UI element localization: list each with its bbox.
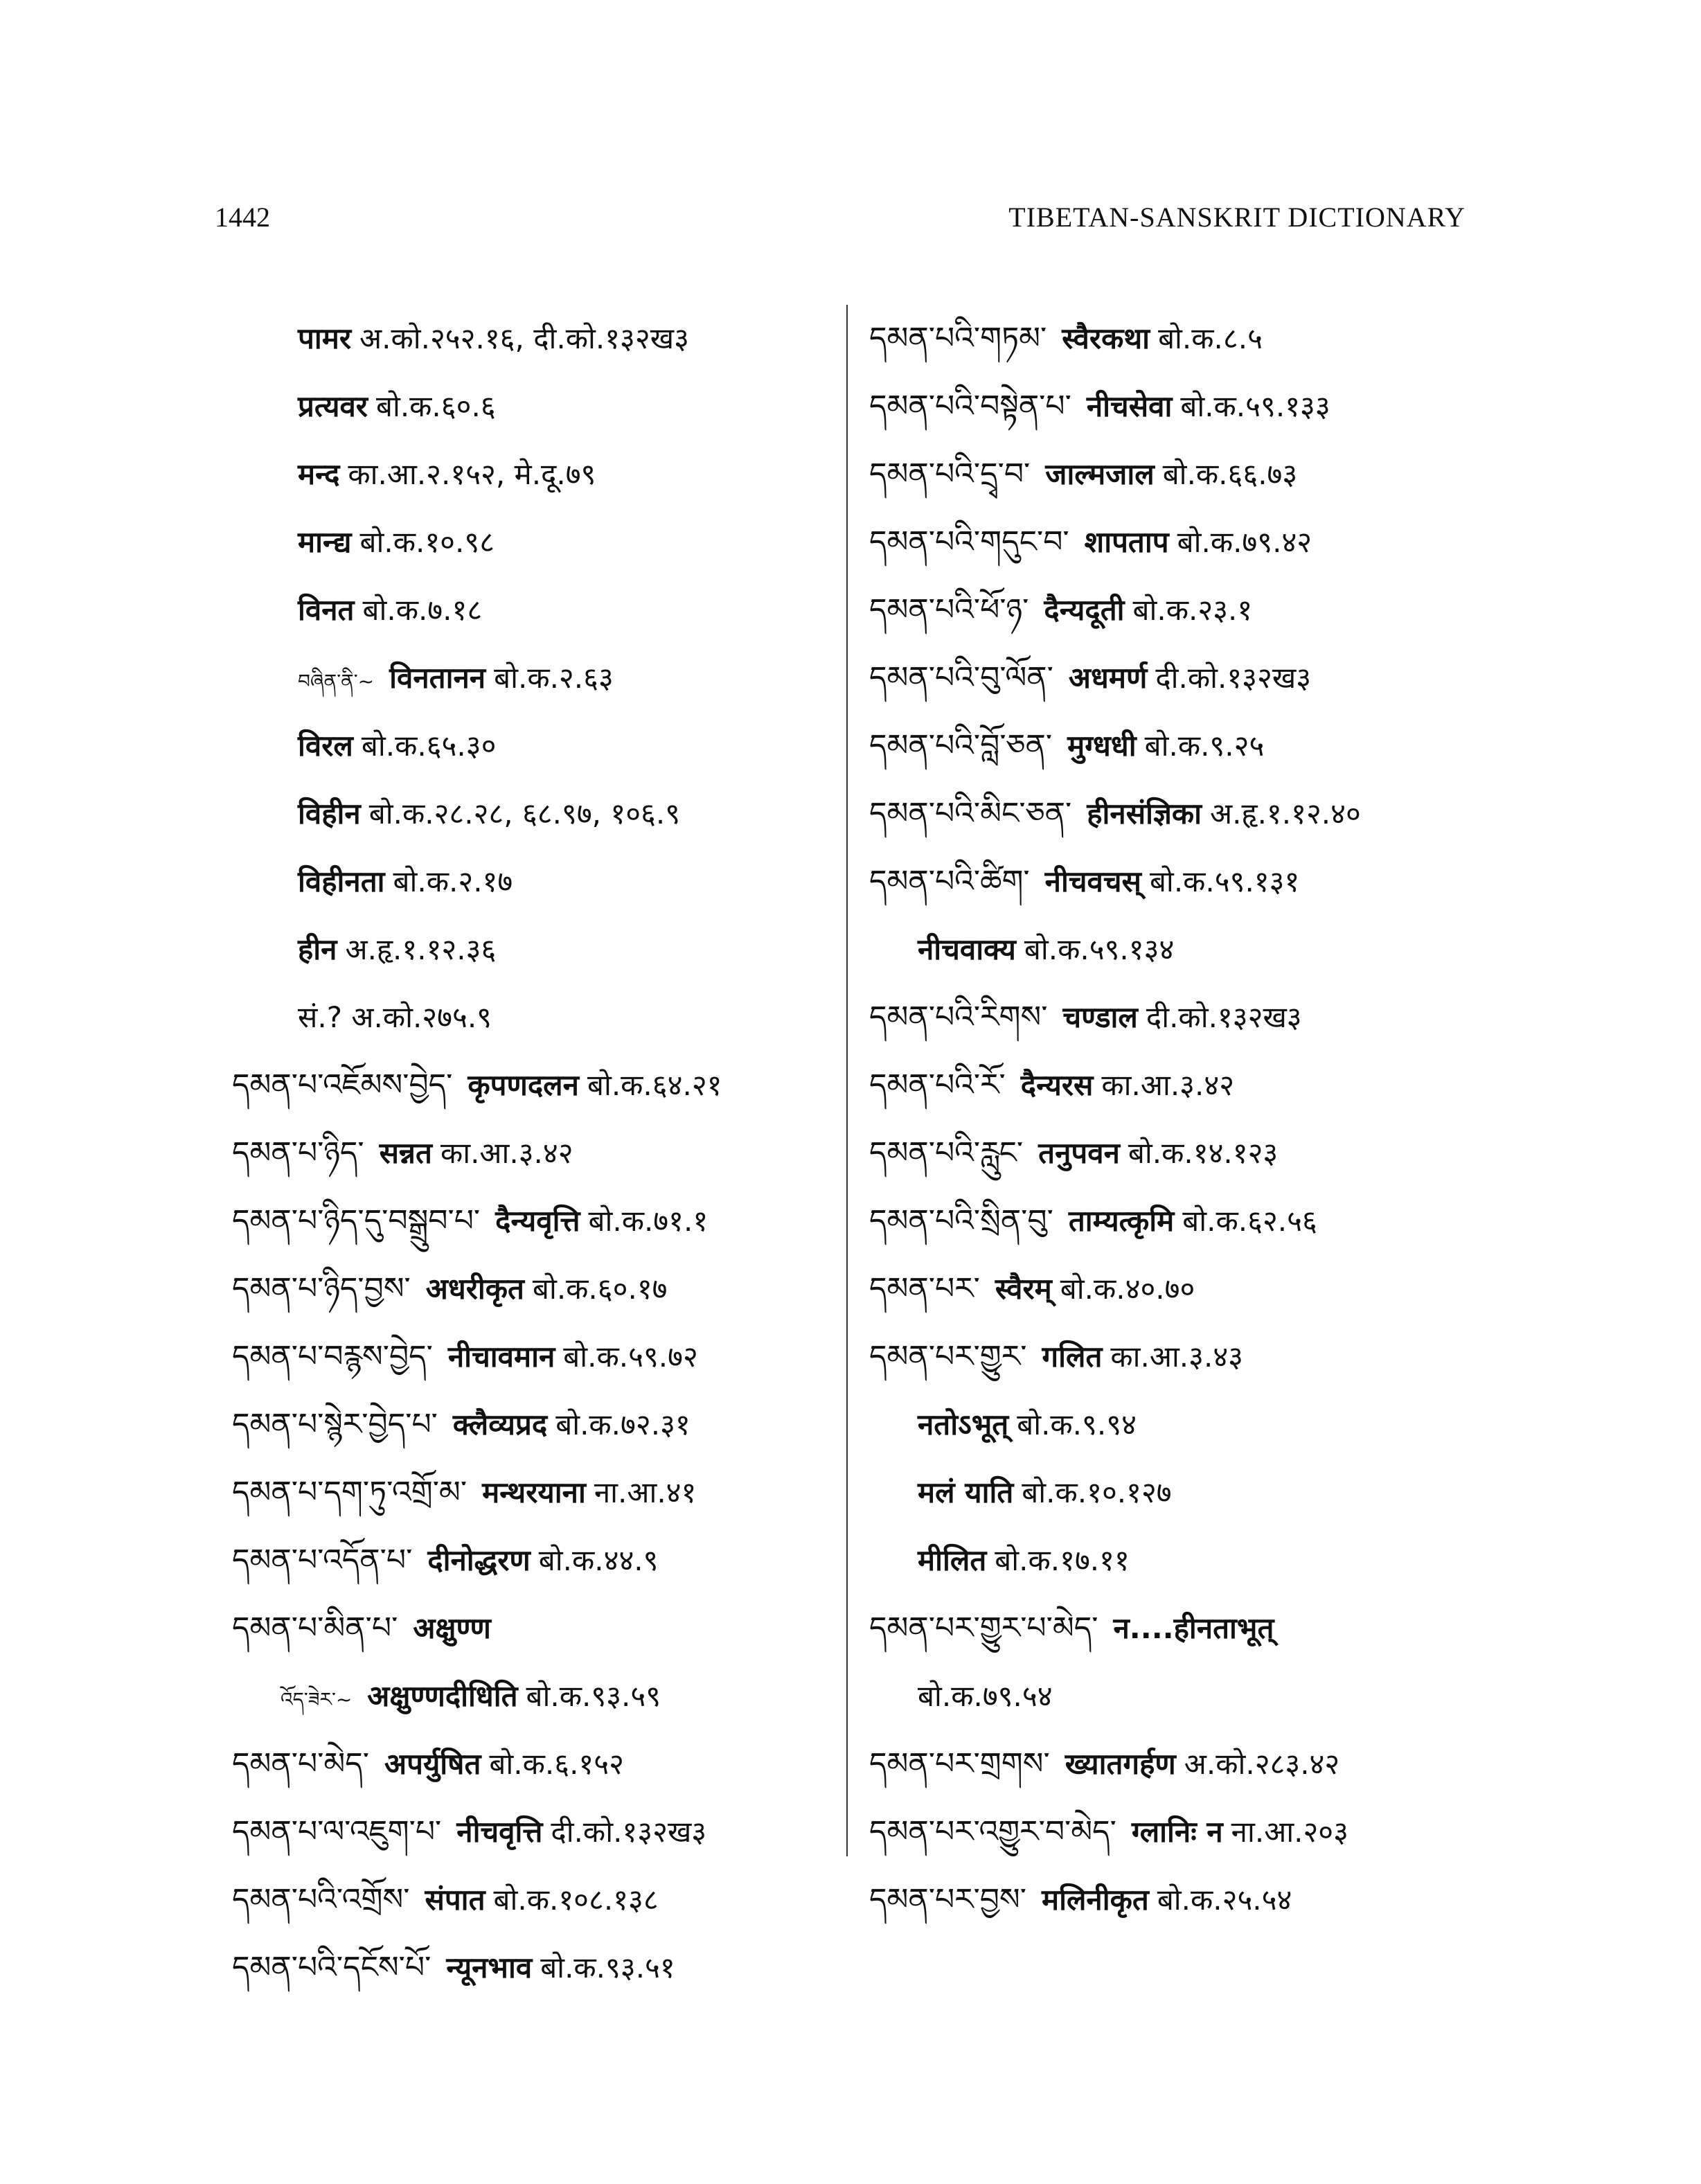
source-reference: का.आ.३.४२: [1101, 1068, 1235, 1102]
tibetan-headword: དམན་པ་འདོན་པ་: [232, 1543, 413, 1578]
source-reference: बो.क.६.१५२: [489, 1747, 624, 1781]
dictionary-entry: [232, 1527, 848, 1595]
dictionary-entry: [232, 1323, 848, 1391]
sanskrit-equivalent: विहीन: [298, 797, 361, 831]
dictionary-entry: [232, 305, 848, 373]
sanskrit-equivalent: मन्थरयाना: [482, 1475, 586, 1509]
sanskrit-equivalent: अक्षुण्णदीधिति: [367, 1679, 518, 1713]
source-reference: बो.क.१४.१२३: [1128, 1136, 1279, 1170]
tibetan-headword: དམན་པའི་མིང་ཅན་: [869, 796, 1072, 831]
source-reference: बो.क.७९.५४: [918, 1679, 1053, 1713]
dictionary-entry: [869, 1662, 1486, 1730]
source-reference: बो.क.६६.७३: [1162, 457, 1298, 491]
sanskrit-equivalent: अधरीकृत: [425, 1272, 524, 1306]
tibetan-headword: དམན་པ་ལ་འཇུག་པ་: [232, 1814, 442, 1849]
tibetan-headword: དམན་པའི་དངོས་པོ་: [232, 1950, 431, 1985]
source-reference: बो.क.६५.३०: [361, 729, 497, 763]
sanskrit-equivalent: दैन्यदूती: [1044, 593, 1125, 627]
tibetan-headword: དམན་པ་དག་ཏུ་འགྲོ་མ་: [232, 1475, 467, 1510]
sanskrit-equivalent: चण्डाल: [1062, 1000, 1138, 1034]
sanskrit-equivalent: ताम्यत्कृमि: [1068, 1204, 1175, 1238]
sanskrit-equivalent: नतोऽभूत्: [918, 1408, 1009, 1441]
source-reference: दी.को.१३२ख३: [1155, 661, 1312, 695]
source-reference: अ.को.२५२.१६, दी.को.१३२ख३: [359, 321, 689, 355]
tibetan-headword: དམན་པར་གྱུར་: [869, 1339, 1027, 1374]
dictionary-entry: [232, 576, 848, 644]
dictionary-entry: [232, 1187, 848, 1255]
source-reference: बो.क.६०.१७: [532, 1272, 668, 1306]
source-reference: बो.क.९३.५९: [526, 1679, 661, 1713]
sanskrit-equivalent: स्वैरकथा: [1062, 321, 1150, 355]
sanskrit-equivalent: विहीनता: [298, 864, 385, 898]
tibetan-headword: དམན་པའི་རླུང་: [869, 1135, 1024, 1171]
source-reference: बो.क.२५.५४: [1157, 1883, 1292, 1917]
running-head: TIBETAN-SANSKRIT DICTIONARY: [1008, 202, 1466, 233]
sanskrit-equivalent: नीचवाक्य: [918, 932, 1016, 966]
sanskrit-equivalent: विनतानन: [389, 661, 486, 695]
source-reference: बो.क.६०.६: [375, 389, 496, 423]
dictionary-entry: [869, 1798, 1486, 1866]
sanskrit-equivalent: मीलित: [918, 1543, 987, 1577]
sanskrit-equivalent: तनुपवन: [1038, 1136, 1120, 1170]
dictionary-entry: [869, 508, 1486, 576]
source-reference: बो.क.९.९४: [1017, 1408, 1137, 1441]
source-reference: बो.क.४०.७०: [1060, 1272, 1195, 1306]
dictionary-entry: [869, 1459, 1486, 1527]
sanskrit-equivalent: सन्नत: [379, 1136, 432, 1170]
source-reference: बो.क.५९.१३१: [1149, 864, 1300, 898]
dictionary-entry: [869, 984, 1486, 1051]
sanskrit-equivalent: नीचसेवा: [1086, 389, 1173, 423]
page-number: 1442: [215, 202, 270, 233]
source-reference: बो.क.९.२५: [1144, 729, 1265, 763]
dictionary-entry: [869, 1730, 1486, 1798]
sanskrit-equivalent: ख्यातगर्हण: [1065, 1747, 1176, 1781]
sanskrit-equivalent: विरल: [298, 729, 353, 763]
dictionary-entry: [869, 712, 1486, 780]
source-reference: अ.हृ.१.१२.३६: [345, 932, 497, 966]
source-reference: ना.आ.४१: [594, 1475, 697, 1509]
source-reference: बो.क.७१.१: [588, 1204, 709, 1238]
sanskrit-equivalent: हीन: [298, 932, 337, 966]
tibetan-headword: དམན་པ་ཉིད་བྱས་: [232, 1271, 411, 1306]
dictionary-entry: [869, 1187, 1486, 1255]
dictionary-entry: [869, 1323, 1486, 1391]
page-header: [215, 201, 1466, 242]
dictionary-entry: [232, 848, 848, 916]
dictionary-entry: [869, 373, 1486, 441]
tibetan-headword: དམན་པ་མེད་: [232, 1746, 369, 1782]
dictionary-entry: [869, 1391, 1486, 1459]
tibetan-headword: དམན་པའི་སྲིན་བུ་: [869, 1203, 1053, 1239]
tibetan-headword: དམན་པ་ཉིད་: [232, 1135, 364, 1171]
tibetan-headword: དམན་པའི་འགྲོས་: [232, 1882, 410, 1917]
dictionary-entry: [869, 441, 1486, 508]
source-reference: बो.क.७९.४२: [1177, 525, 1312, 559]
source-reference: बो.क.६२.५६: [1182, 1204, 1317, 1238]
dictionary-entry: [232, 644, 848, 712]
sanskrit-equivalent: मन्द: [298, 457, 340, 491]
sanskrit-equivalent: शापताप: [1084, 525, 1169, 559]
dictionary-entry: [232, 508, 848, 576]
sanskrit-equivalent: कृपणदलन: [467, 1068, 579, 1102]
dictionary-entry: [869, 1527, 1486, 1595]
sanskrit-equivalent: मुग्धधी: [1067, 729, 1137, 763]
tibetan-headword: དམན་པའི་གདུང་བ་: [869, 524, 1069, 560]
dictionary-entry: [232, 1051, 848, 1119]
tibetan-headword: དམན་པར་བྱས་: [869, 1882, 1026, 1917]
source-reference: बो.क.७२.३१: [555, 1408, 691, 1441]
tibetan-headword: དམན་པ་ཉིད་དུ་བསྒྲུབ་པ་: [232, 1203, 481, 1239]
sanskrit-equivalent: मलिनीकृत: [1041, 1883, 1149, 1917]
source-reference: बो.क.१०८.१३८: [493, 1883, 659, 1917]
tibetan-headword: འོད་ཟེར་~: [280, 1688, 353, 1711]
tibetan-headword: དམན་པའི་དྲྭ་བ་: [869, 456, 1031, 492]
source-reference: का.आ.३.४२: [440, 1136, 573, 1170]
source-reference: दी.को.१३२ख३: [1146, 1000, 1302, 1034]
source-reference: दी.को.१३२ख३: [551, 1815, 707, 1849]
sanskrit-equivalent: दैन्यरस: [1020, 1068, 1094, 1102]
dictionary-entry: [869, 1866, 1486, 1934]
dictionary-entry: [232, 1255, 848, 1323]
sanskrit-equivalent: न्यूनभाव: [446, 1951, 533, 1985]
dictionary-entry: [232, 1662, 848, 1730]
dictionary-entry: [869, 780, 1486, 848]
tibetan-headword: དམན་པའི་རོ་: [869, 1067, 1006, 1103]
dictionary-entry: [232, 1595, 848, 1662]
sanskrit-equivalent: मान्द्य: [298, 525, 352, 559]
dictionary-entry: [232, 780, 848, 848]
sanskrit-equivalent: गलित: [1042, 1340, 1103, 1374]
dictionary-entry: [232, 712, 848, 780]
source-reference: बो.क.८.५: [1158, 321, 1263, 355]
source-reference: बो.क.५९.१३३: [1180, 389, 1330, 423]
dictionary-entry: [869, 644, 1486, 712]
source-reference: बो.क.४४.९: [538, 1543, 659, 1577]
sanskrit-equivalent: जाल्मजाल: [1045, 457, 1155, 491]
left-column: [232, 305, 848, 2002]
tibetan-headword: དམན་པ་བརྙས་བྱེད་: [232, 1339, 433, 1374]
tibetan-headword: དམན་པའི་རིགས་: [869, 1000, 1048, 1035]
dictionary-entry: [869, 916, 1486, 984]
source-reference: अ.को.२८३.४२: [1184, 1747, 1340, 1781]
sanskrit-equivalent: अक्षुण्ण: [413, 1611, 491, 1645]
dictionary-entry: [232, 1866, 848, 1934]
dictionary-entry: [232, 1391, 848, 1459]
sanskrit-equivalent: अपर्युषित: [384, 1747, 481, 1781]
tibetan-headword: དམན་པ་སྙེར་བྱེད་པ་: [232, 1407, 438, 1442]
sanskrit-equivalent: संपात: [425, 1883, 486, 1917]
sanskrit-equivalent: क्लैव्यप्रद: [452, 1408, 548, 1441]
tibetan-headword: དམན་པར་གྱུར་པ་མེད་: [869, 1610, 1098, 1646]
sanskrit-equivalent: विनत: [298, 593, 355, 627]
tibetan-headword: དམན་པའི་ཕོ་ཉ་: [869, 592, 1029, 628]
tibetan-headword: དམན་པའི་བསྟེན་པ་: [869, 389, 1071, 424]
dictionary-entry: [232, 916, 848, 984]
source-reference: बो.क.६४.२१: [587, 1068, 722, 1102]
dictionary-entry: [869, 1119, 1486, 1187]
dictionary-entry: [869, 305, 1486, 373]
sanskrit-equivalent: हीनसंज्ञिका: [1087, 797, 1202, 831]
dictionary-entry: [232, 1934, 848, 2002]
sanskrit-equivalent: नीचवृत्ति: [456, 1815, 543, 1849]
sanskrit-equivalent: स्वैरम्: [995, 1272, 1052, 1306]
dictionary-entry: [232, 1119, 848, 1187]
tibetan-headword: དམན་པའི་བློ་ཅན་: [869, 728, 1053, 763]
dictionary-entry: [869, 1051, 1486, 1119]
tibetan-headword: དམན་པའི་ཚིག་: [869, 864, 1030, 899]
dictionary-entry: [869, 1255, 1486, 1323]
source-reference: का.आ.२.१५२, मे.दू.७९: [348, 457, 596, 491]
tibetan-headword: དམན་པའི་བུ་ལོན་: [869, 660, 1053, 695]
sanskrit-equivalent: ग्लानिः न: [1131, 1815, 1223, 1849]
source-reference: ना.आ.२०३: [1231, 1815, 1348, 1849]
source-reference: बो.क.९३.५१: [540, 1951, 675, 1985]
source-reference: सं.? अ.को.२७५.९: [298, 1000, 492, 1034]
dictionary-entry: [232, 1459, 848, 1527]
sanskrit-equivalent: न....हीनताभूत्: [1113, 1611, 1274, 1645]
sanskrit-equivalent: पामर: [298, 321, 352, 355]
source-reference: अ.हृ.१.१२.४०: [1210, 797, 1361, 831]
tibetan-headword: བཞིན་ནི་~: [298, 670, 375, 693]
sanskrit-equivalent: नीचवचस्: [1044, 864, 1141, 898]
source-reference: बो.क.५९.७२: [563, 1340, 698, 1374]
dictionary-entry: [232, 373, 848, 441]
dictionary-entry: [869, 848, 1486, 916]
source-reference: बो.क.१०.१२७: [1022, 1475, 1172, 1509]
source-reference: बो.क.१०.९८: [359, 525, 495, 559]
tibetan-headword: དམན་པ་འཇོམས་བྱེད་: [232, 1067, 453, 1103]
source-reference: बो.क.१७.११: [995, 1543, 1130, 1577]
dictionary-entry: [232, 1798, 848, 1866]
dictionary-entry: [232, 1730, 848, 1798]
sanskrit-equivalent: दीनोद्धरण: [427, 1543, 531, 1577]
tibetan-headword: དམན་པར་འགྱུར་བ་མེད་: [869, 1814, 1116, 1849]
right-column: [869, 305, 1486, 1934]
sanskrit-equivalent: अधमर्ण: [1068, 661, 1148, 695]
sanskrit-equivalent: प्रत्यवर: [298, 389, 368, 423]
source-reference: बो.क.२.१७: [393, 864, 513, 898]
tibetan-headword: དམན་པ་མིན་པ་: [232, 1610, 398, 1646]
source-reference: बो.क.७.१८: [362, 593, 483, 627]
source-reference: बो.क.२८.२८, ६८.९७, १०६.९: [368, 797, 681, 831]
tibetan-headword: དམན་པར་གྲགས་: [869, 1746, 1050, 1782]
dictionary-entry: [232, 984, 848, 1051]
source-reference: बो.क.२३.१: [1132, 593, 1253, 627]
dictionary-entry: [869, 1595, 1486, 1662]
tibetan-headword: དམན་པའི་གཏམ་: [869, 321, 1047, 356]
sanskrit-equivalent: दैन्यवृत्ति: [495, 1204, 580, 1238]
source-reference: बो.क.५९.१३४: [1024, 932, 1175, 966]
source-reference: बो.क.२.६३: [494, 661, 614, 695]
tibetan-headword: དམན་པར་: [869, 1271, 980, 1306]
source-reference: का.आ.३.४३: [1110, 1340, 1244, 1374]
sanskrit-equivalent: मलं याति: [918, 1475, 1014, 1509]
dictionary-entry: [869, 576, 1486, 644]
sanskrit-equivalent: नीचावमान: [447, 1340, 555, 1374]
dictionary-entry: [232, 441, 848, 508]
